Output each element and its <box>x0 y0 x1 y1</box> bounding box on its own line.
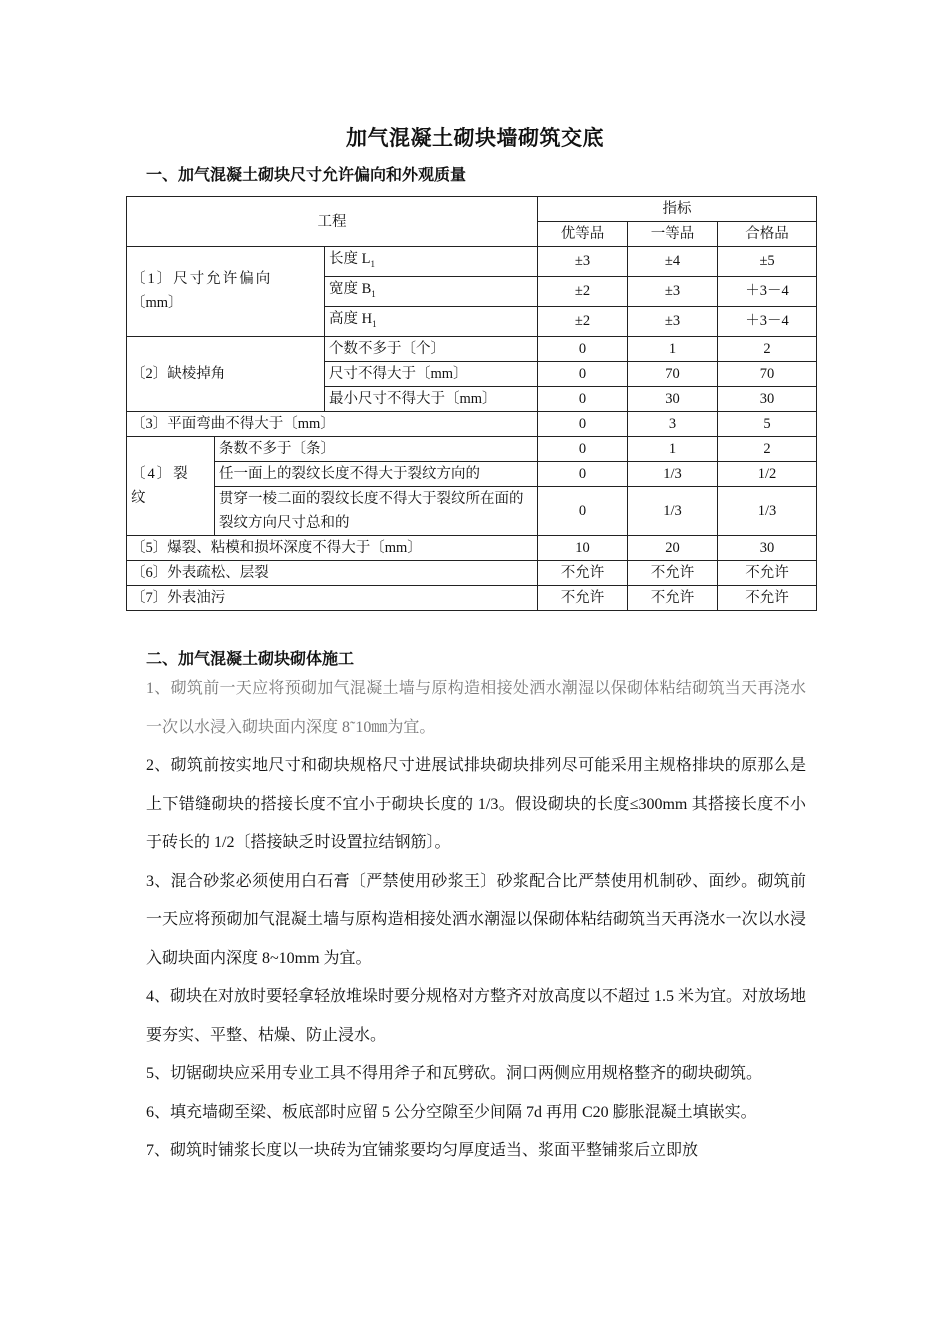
cell-value: 30 <box>718 386 817 411</box>
group-label-text: 纹 <box>131 489 146 506</box>
subscript: 1 <box>371 288 376 299</box>
table-row <box>127 436 817 461</box>
cell-value: 1/3 <box>628 486 718 535</box>
cell-value: ±3 <box>538 247 628 277</box>
cell-value: 5 <box>718 411 817 436</box>
table-header-row <box>127 197 817 222</box>
cell-value: 不允许 <box>628 585 718 610</box>
row-name <box>325 276 538 306</box>
row-name: 〔6〕外表疏松、层裂 <box>127 560 538 585</box>
group-label-text: 〔1〕尺寸允许偏向 <box>131 271 273 288</box>
header-grade: 优等品 <box>538 222 628 247</box>
table-row <box>127 461 817 486</box>
cell-value: 20 <box>628 535 718 560</box>
cell-value: 2 <box>718 436 817 461</box>
paragraph: 4、砌块在对放时要轻拿轻放堆垛时要分规格对方整齐对放高度以不超过 1.5 米为宜。对放场地要夯实、平整、枯燥、防止浸水。 <box>146 988 807 1044</box>
table-row <box>127 560 817 585</box>
cell-value: 1/3 <box>628 461 718 486</box>
cell-value: 30 <box>718 535 817 560</box>
header-index: 指标 <box>538 197 817 222</box>
group-label <box>127 436 215 535</box>
group-label-unit: 〔mm〕 <box>131 295 183 312</box>
paragraph: 6、填充墙砌至梁、板底部时应留 5 公分空隙至少间隔 7d 再用 C20 膨胀混凝土填嵌实。 <box>146 1103 757 1121</box>
cell-value: 0 <box>538 436 628 461</box>
cell-value: ±2 <box>538 306 628 336</box>
header-grade: 合格品 <box>718 222 817 247</box>
cell-value: 不允许 <box>628 560 718 585</box>
group-label <box>127 247 325 337</box>
group-label: 〔2〕缺棱掉角 <box>127 336 325 411</box>
cell-value: ±3 <box>628 276 718 306</box>
cell-value: ±4 <box>628 247 718 277</box>
cell-value: ＋3－4 <box>718 276 817 306</box>
section2-heading: 二、加气混凝土砌块砌体施工 <box>146 649 355 668</box>
row-name: 贯穿一棱二面的裂纹长度不得大于裂纹所在面的裂纹方向尺寸总和的 <box>215 486 538 535</box>
table-row <box>127 336 817 361</box>
cell-value: 0 <box>538 486 628 535</box>
cell-value: 不允许 <box>538 560 628 585</box>
row-name <box>325 247 538 277</box>
cell-value: 0 <box>538 361 628 386</box>
cell-value: 0 <box>538 386 628 411</box>
cell-value: 3 <box>628 411 718 436</box>
cell-value: 1 <box>628 436 718 461</box>
document-title: 加气混凝土砌块墙砌筑交底 <box>346 126 604 150</box>
group-label-text: 〔4〕裂 <box>131 465 190 482</box>
cell-value: 0 <box>538 461 628 486</box>
section2-body <box>146 670 806 1171</box>
cell-value: 10 <box>538 535 628 560</box>
subscript: 1 <box>372 318 377 329</box>
row-name-text: 宽度 B <box>329 280 372 297</box>
row-name <box>325 306 538 336</box>
row-name-text: 长度 L <box>329 251 371 267</box>
cell-value: 70 <box>718 361 817 386</box>
table-row <box>127 411 817 436</box>
table-row <box>127 585 817 610</box>
row-name: 条数不多于〔条〕 <box>215 436 538 461</box>
row-name: 任一面上的裂纹长度不得大于裂纹方向的 <box>215 461 538 486</box>
row-name: 〔7〕外表油污 <box>127 585 538 610</box>
subscript: 1 <box>370 258 375 269</box>
cell-value: 1 <box>628 336 718 361</box>
cell-value: 70 <box>628 361 718 386</box>
quality-table <box>126 196 817 611</box>
paragraph: 1、砌筑前一天应将预砌加气混凝土墙与原构造相接处洒水潮湿以保砌体粘结砌筑当天再浇水一次以水浸入砌块面内深度 8˜10㎜为宜。 <box>146 680 806 736</box>
paragraph: 3、混合砂浆必须使用白石膏〔严禁使用砂浆王〕砂浆配合比严禁使用机制砂、面纱。砌筑前一天应将预砌加气混凝土墙与原构造相接处洒水潮湿以保砌体粘结砌筑当天再浇水一次以水浸入砌块面内深度 8~10mm 为宜。 <box>146 872 806 967</box>
cell-value: ±5 <box>718 247 817 277</box>
row-name: 〔3〕平面弯曲不得大于〔mm〕 <box>127 411 538 436</box>
cell-value: 1/2 <box>718 461 817 486</box>
header-project: 工程 <box>127 197 538 247</box>
table-row <box>127 486 817 535</box>
cell-value: 不允许 <box>538 585 628 610</box>
table-row <box>127 247 817 277</box>
cell-value: ＋3－4 <box>718 306 817 336</box>
row-name: 〔5〕爆裂、粘模和损坏深度不得大于〔mm〕 <box>127 535 538 560</box>
row-name: 个数不多于〔个〕 <box>325 336 538 361</box>
cell-value: 0 <box>538 411 628 436</box>
section1-heading: 一、加气混凝土砌块尺寸允许偏向和外观质量 <box>146 165 467 184</box>
row-name-text: 高度 H <box>329 310 373 327</box>
row-name: 最小尺寸不得大于〔mm〕 <box>325 386 538 411</box>
row-name: 尺寸不得大于〔mm〕 <box>325 361 538 386</box>
cell-value: 不允许 <box>718 560 817 585</box>
cell-value: ±2 <box>538 276 628 306</box>
header-grade: 一等品 <box>628 222 718 247</box>
cell-value: 30 <box>628 386 718 411</box>
table-row <box>127 535 817 560</box>
cell-value: 2 <box>718 336 817 361</box>
cell-value: 1/3 <box>718 486 817 535</box>
cell-value: 不允许 <box>718 585 817 610</box>
paragraph: 2、砌筑前按实地尺寸和砌块规格尺寸进展试排块砌块排列尽可能采用主规格排块的原那么是上下错缝砌块的搭接长度不宜小于砌块长度的 1/3。假设砌块的长度≤300mm 其搭接长度不小于砖长的 1/2〔搭接缺乏时设置拉结钢筋〕。 <box>146 757 806 851</box>
cell-value: ±3 <box>628 306 718 336</box>
paragraph: 7、砌筑时铺浆长度以一块砖为宜铺浆要均匀厚度适当、浆面平整铺浆后立即放 <box>146 1142 699 1159</box>
paragraph: 5、切锯砌块应采用专业工具不得用斧子和瓦劈砍。洞口两侧应用规格整齐的砌块砌筑。 <box>146 1065 763 1082</box>
cell-value: 0 <box>538 336 628 361</box>
